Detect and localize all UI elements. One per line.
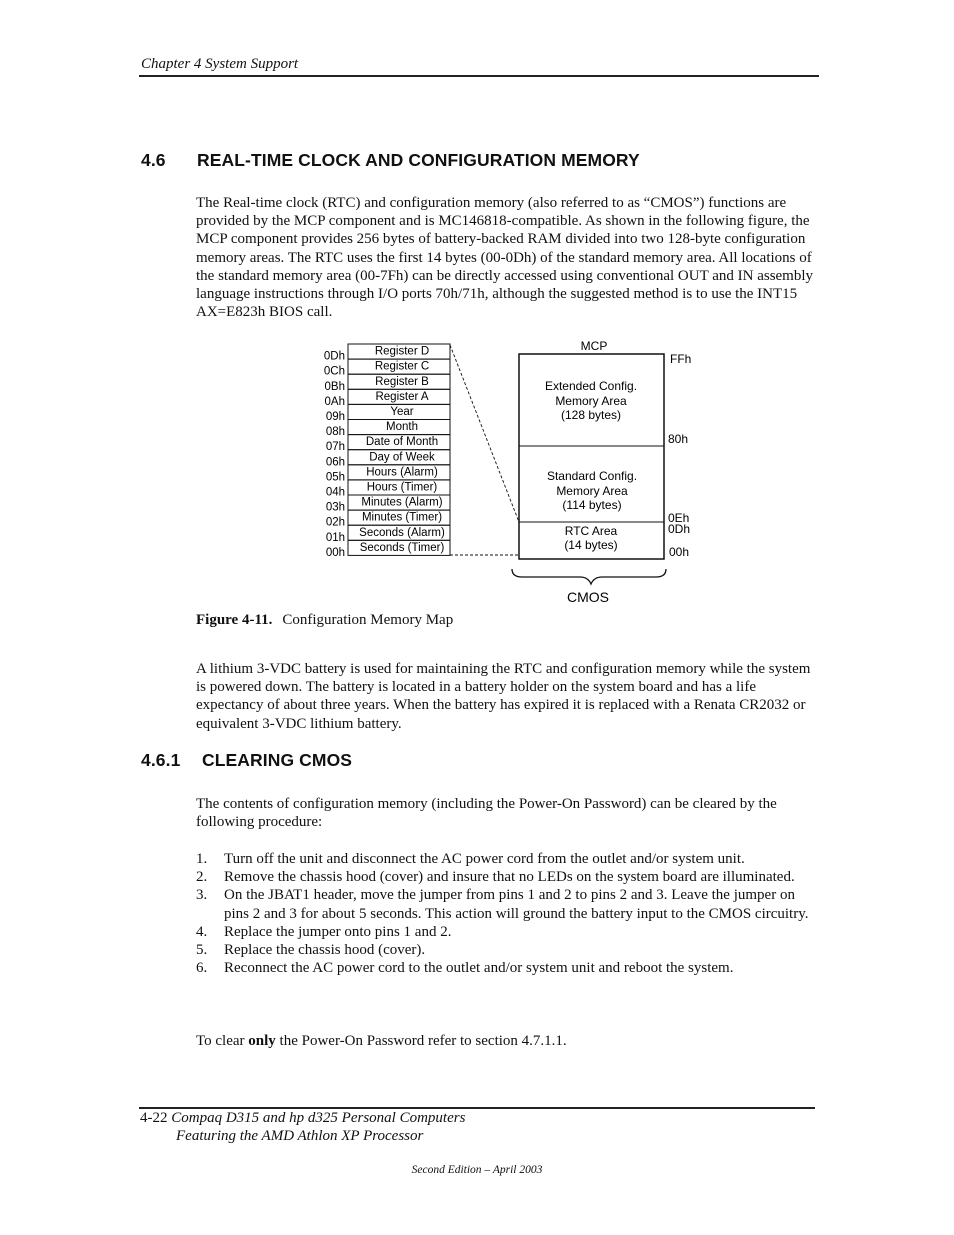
edition-note: Second Edition – April 2003 xyxy=(411,1164,543,1176)
rtc-area-line1: RTC Area xyxy=(564,524,618,538)
register-name: Month xyxy=(386,421,418,434)
cmos-brace xyxy=(512,569,666,584)
register-name: Register A xyxy=(375,390,429,403)
page-footer xyxy=(140,1109,465,1145)
procedure-step-number: 5. xyxy=(196,942,208,959)
procedure-step-text: Turn off the unit and disconnect the AC power cord from the outlet and/or system unit. xyxy=(224,851,745,867)
rtc-area-line2: (14 bytes) xyxy=(564,538,618,552)
register-address: 01h xyxy=(325,531,345,544)
addr-ffh: FFh xyxy=(670,352,692,366)
register-name: Register B xyxy=(375,375,429,388)
procedure-step-text: Remove the chassis hood (cover) and insure that no LEDs on the system board are illuminated. xyxy=(224,869,795,886)
addr-0eh: 0Eh xyxy=(668,511,690,525)
procedure-step-number: 4. xyxy=(196,923,208,940)
footer-title-line2: Featuring the AMD Athlon XP Processor xyxy=(176,1128,424,1145)
register-address: 00h xyxy=(325,546,345,559)
register-address: 03h xyxy=(325,501,345,514)
register-address: 0Bh xyxy=(324,380,345,393)
addr-00h: 00h xyxy=(669,545,690,559)
register-address: 05h xyxy=(325,471,345,484)
procedure-step xyxy=(196,959,816,977)
register-name: Register C xyxy=(374,360,430,373)
section-title: REAL-TIME CLOCK AND CONFIGURATION MEMORY xyxy=(197,150,640,170)
register-address: 08h xyxy=(325,426,345,439)
register-address: 0Ah xyxy=(324,395,345,408)
subsection-intro-text: The contents of configuration memory (including the Power-On Password) can be cleared by the following procedure: xyxy=(196,796,777,831)
procedure-step-text: Replace the chassis hood (cover). xyxy=(224,942,426,959)
standard-area-line1: Standard Config. xyxy=(546,469,638,483)
procedure-step-number: 3. xyxy=(196,887,208,904)
section-intro-text: The Real-time clock (RTC) and configuration memory (also referred to as “CMOS”) functions are provided by the MCP component and is MC146818-compatible. As shown in the following figure, the MCP component provides 256 bytes of battery-backed RAM divided into two 128-byte configuration memory areas. The RTC uses the first 14 bytes (00-0Dh) of the standard memory area. All locations of the standard memory area (00-7Fh) can be directly accessed using conventional OUT and IN assembly language instructions through I/O ports 70h/71h, although the suggested method is to use the INT15 AX=E823h BIOS call. xyxy=(196,195,814,321)
addr-0dh: 0Dh xyxy=(668,522,691,536)
procedure-step-number: 2. xyxy=(196,869,208,886)
final-note-post: the Power-On Password refer to section 4.7.1.1. xyxy=(275,1033,567,1049)
final-note-pre: To clear xyxy=(196,1033,249,1049)
procedure-step xyxy=(196,868,816,886)
extended-area-line2: Memory Area xyxy=(555,394,627,408)
procedure-step-number: 1. xyxy=(196,851,208,867)
register-name: Hours (Timer) xyxy=(366,481,438,494)
connector-top xyxy=(450,345,519,522)
cmos-label: CMOS xyxy=(567,589,609,605)
register-name: Minutes (Alarm) xyxy=(361,496,443,509)
figure-caption xyxy=(196,612,453,629)
subsection-intro xyxy=(196,795,816,831)
procedure-step-text: On the JBAT1 header, move the jumper from pins 1 and 2 to pins 2 and 3. Leave the jumper on pins 2 and 3 for about 5 seconds. This action will ground the battery input to the CMOS circuitry. xyxy=(224,887,809,922)
extended-area-line1: Extended Config. xyxy=(544,379,638,393)
register-address: 04h xyxy=(325,486,345,499)
procedure-step-number: 6. xyxy=(196,960,208,977)
register-name: Hours (Alarm) xyxy=(366,466,438,479)
footer-title-line1: Compaq D315 and hp d325 Personal Computers xyxy=(171,1110,466,1126)
procedure-step xyxy=(196,850,816,868)
procedure-step xyxy=(196,941,816,959)
addr-80h: 80h xyxy=(668,432,689,446)
register-address: 09h xyxy=(325,410,345,423)
register-name: Register D xyxy=(374,345,430,358)
procedure-step xyxy=(196,886,816,922)
procedure-step-text: Replace the jumper onto pins 1 and 2. xyxy=(224,923,452,940)
battery-paragraph xyxy=(196,660,816,733)
register-address: 06h xyxy=(325,456,345,469)
register-address: 02h xyxy=(325,516,345,529)
figure-caption-text: Configuration Memory Map xyxy=(282,612,454,628)
subsection-number: 4.6.1 xyxy=(141,750,181,770)
register-name: Minutes (Timer) xyxy=(361,511,443,524)
procedure-step-text: Reconnect the AC power cord to the outlet and/or system unit and reboot the system. xyxy=(224,960,734,977)
subsection-title: CLEARING CMOS xyxy=(202,750,353,770)
standard-area-line2: Memory Area xyxy=(556,484,628,498)
standard-area-line3: (114 bytes) xyxy=(562,498,622,512)
register-name: Year xyxy=(390,405,414,418)
register-address: 07h xyxy=(325,441,345,454)
register-name: Seconds (Timer) xyxy=(359,541,445,554)
procedure-list xyxy=(196,850,816,977)
section-number: 4.6 xyxy=(141,150,166,170)
register-address: 0Dh xyxy=(323,350,345,363)
register-name: Day of Week xyxy=(369,451,435,464)
register-table xyxy=(324,344,450,559)
procedure-step xyxy=(196,923,816,941)
register-name: Seconds (Alarm) xyxy=(359,526,445,539)
running-header: Chapter 4 System Support xyxy=(141,56,299,72)
subsection-heading xyxy=(141,750,352,771)
register-address: 0Ch xyxy=(323,365,345,378)
mcp-label: MCP xyxy=(580,339,608,353)
battery-paragraph-text: A lithium 3-VDC battery is used for maintaining the RTC and configuration memory while the system is powered down. The battery is located in a battery holder on the system board and has a life expectancy of about three years. When the battery has expired it is replaced with a Renata CR2032 or equivalent 3-VDC lithium battery. xyxy=(196,661,811,732)
extended-area-line3: (128 bytes) xyxy=(560,408,622,422)
figure-caption-label: Figure 4-11. xyxy=(196,612,273,628)
final-note-bold: only xyxy=(248,1033,276,1049)
register-name: Date of Month xyxy=(365,436,439,449)
final-note xyxy=(196,1032,816,1050)
page-number: 4-22 xyxy=(140,1110,168,1126)
